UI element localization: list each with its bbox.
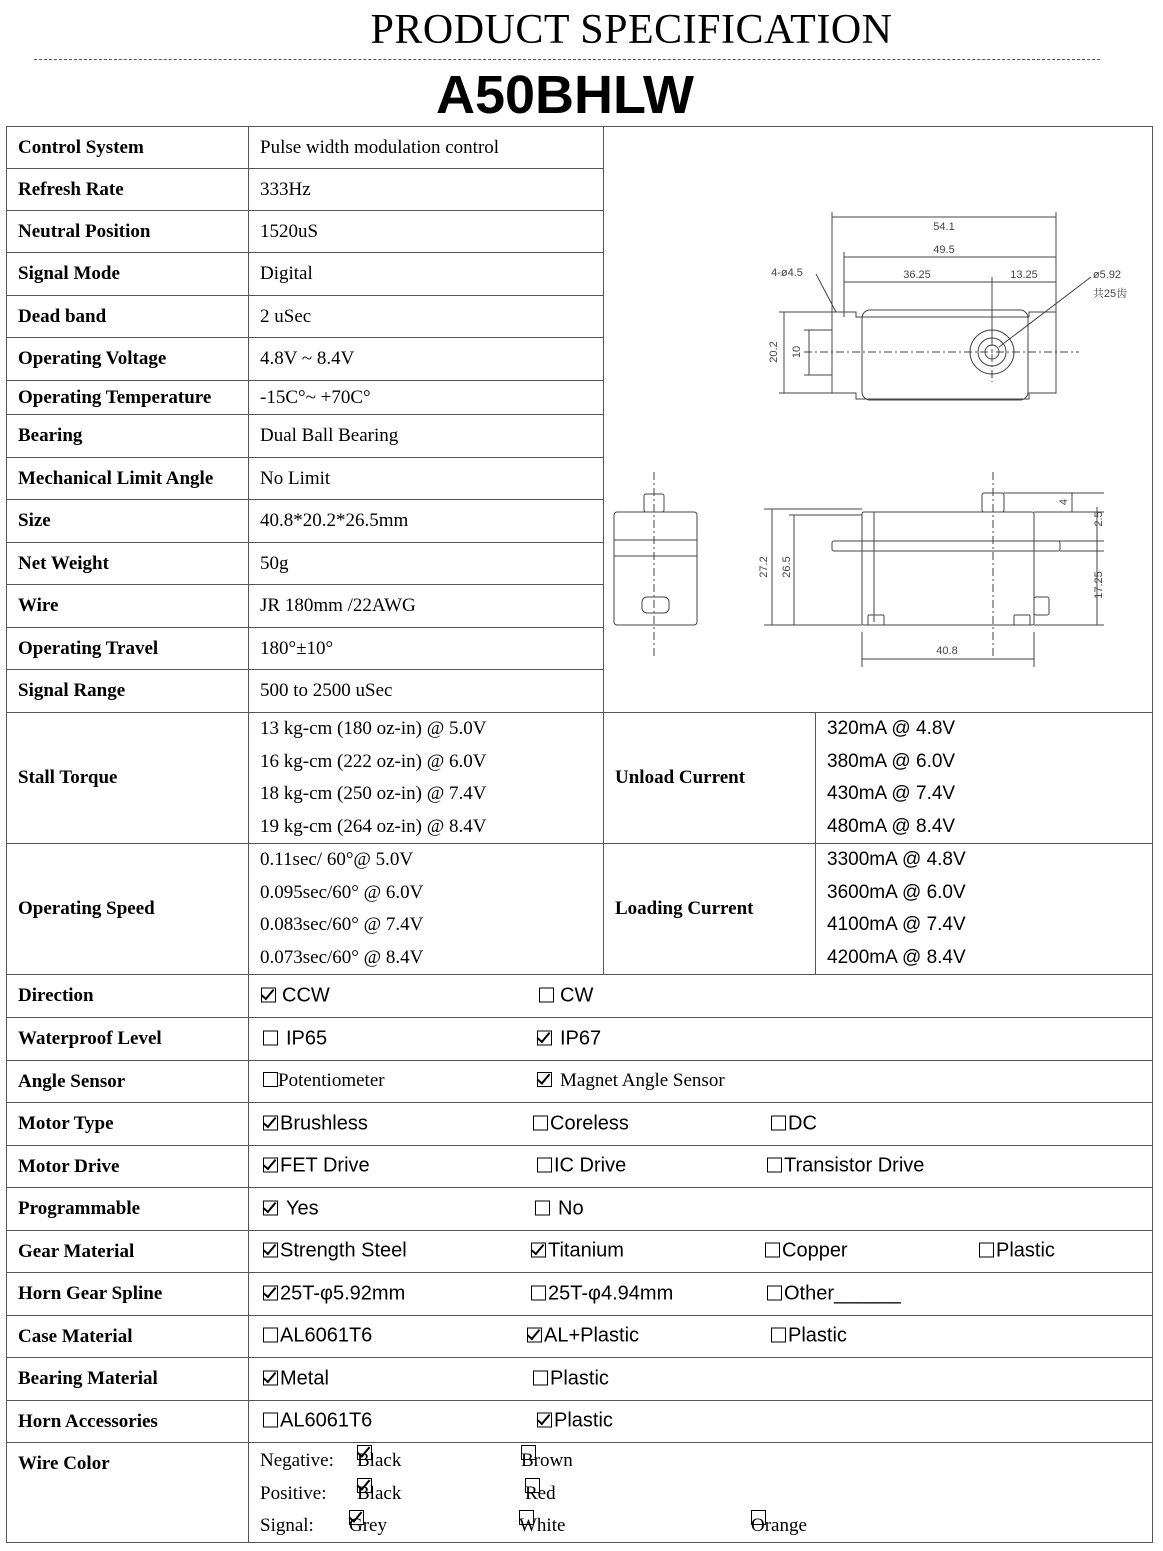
option-row <box>7 1400 1153 1443</box>
checkbox[interactable] <box>263 1200 278 1215</box>
option-choices <box>249 1230 1153 1273</box>
spec-value: JR 180mm /22AWG <box>249 585 604 628</box>
option-row <box>7 1060 1153 1103</box>
option-text: Plastic <box>788 1324 847 1347</box>
checkbox[interactable] <box>767 1285 782 1300</box>
spec-label: Control System <box>7 127 249 169</box>
current-value: 380mA @ 6.0V <box>827 750 956 772</box>
spec-label: Net Weight <box>7 543 249 585</box>
operating-speed-current-values <box>816 844 1153 975</box>
stall-torque-value: 18 kg-cm (250 oz-in) @ 7.4V <box>260 783 487 804</box>
option-choices <box>249 1400 1153 1443</box>
option-choices <box>249 1103 1153 1146</box>
spec-value: Dual Ball Bearing <box>249 415 604 458</box>
option-row <box>7 1145 1153 1188</box>
current-value: 3600mA @ 6.0V <box>827 881 966 903</box>
drawing-shape <box>1014 615 1030 625</box>
spec-label: Signal Mode <box>7 253 249 296</box>
option-text: Potentiometer <box>278 1070 385 1092</box>
current-value: 4200mA @ 8.4V <box>827 946 966 968</box>
operating-speed-label: Operating Speed <box>7 844 249 975</box>
stall-torque-row <box>7 713 1153 844</box>
dimension-label: 4 <box>1058 498 1070 506</box>
option-choice <box>771 1325 847 1348</box>
option-choice <box>263 1282 405 1305</box>
spec-value: 4.8V ~ 8.4V <box>249 338 604 381</box>
dimension-label: 40.8 <box>936 645 958 657</box>
option-row <box>7 1103 1153 1146</box>
option-text: Metal <box>280 1367 329 1390</box>
option-choice <box>537 1155 626 1178</box>
option-label: Gear Material <box>7 1230 249 1273</box>
spec-label: Refresh Rate <box>7 169 249 211</box>
checkbox[interactable] <box>979 1243 994 1258</box>
current-value: 4100mA @ 7.4V <box>827 914 966 935</box>
current-value: 3300mA @ 4.8V <box>827 849 966 870</box>
operating-speed-value: 0.11sec/ 60°@ 5.0V <box>260 849 414 870</box>
dimension-label: 2.5 <box>1093 511 1105 527</box>
option-choice <box>537 1410 613 1433</box>
checkbox[interactable] <box>531 1285 546 1300</box>
option-text: AL6061T6 <box>280 1409 373 1432</box>
option-label: Horn Accessories <box>7 1400 249 1443</box>
checkbox[interactable] <box>263 1158 278 1173</box>
option-label: Motor Type <box>7 1103 249 1146</box>
dimension-label: 54.1 <box>933 221 955 233</box>
checkbox[interactable] <box>263 1030 278 1045</box>
wire-color-choices <box>249 1443 1153 1543</box>
option-choice <box>527 1325 639 1348</box>
option-choice <box>263 1240 407 1263</box>
checkbox[interactable] <box>771 1328 786 1343</box>
option-choice <box>263 1197 319 1220</box>
wire-color-row <box>7 1443 1153 1543</box>
option-choice <box>537 1027 601 1050</box>
checkbox[interactable] <box>539 988 554 1003</box>
option-text: Plastic <box>550 1367 609 1390</box>
spec-row <box>7 127 1153 169</box>
option-text: Titanium <box>548 1239 624 1262</box>
stall-torque-current-values <box>816 713 1153 844</box>
spec-value: 500 to 2500 uSec <box>249 670 604 713</box>
option-choice <box>263 1325 372 1348</box>
option-label: Waterproof Level <box>7 1018 249 1061</box>
spec-value: 2 uSec <box>249 296 604 338</box>
stall-torque-values <box>249 713 604 844</box>
top-view-outline <box>832 312 1056 399</box>
operating-speed-row <box>7 844 1153 975</box>
option-text: DC <box>788 1112 817 1135</box>
option-text: CCW <box>282 984 330 1007</box>
option-choice <box>767 1282 901 1305</box>
spec-label: Wire <box>7 585 249 628</box>
checkbox[interactable] <box>527 1328 542 1343</box>
option-label: Case Material <box>7 1315 249 1358</box>
option-choice <box>263 1112 368 1135</box>
checkbox[interactable] <box>263 1413 278 1428</box>
option-row <box>7 1358 1153 1401</box>
option-choices <box>249 1358 1153 1401</box>
option-text: Strength Steel <box>280 1239 407 1262</box>
option-text: AL6061T6 <box>280 1324 373 1347</box>
servo-drawing <box>604 127 1153 713</box>
option-text: Black <box>357 1450 402 1471</box>
option-text: FET Drive <box>280 1154 370 1177</box>
option-label: Motor Drive <box>7 1145 249 1188</box>
option-text: Transistor Drive <box>784 1154 925 1177</box>
option-text: Plastic <box>554 1409 613 1432</box>
option-choices <box>249 1273 1153 1316</box>
stall-torque-current-label: Unload Current <box>604 713 816 844</box>
option-label: Direction <box>7 975 249 1018</box>
option-label: Angle Sensor <box>7 1060 249 1103</box>
model-number: A50BHLW <box>436 65 695 125</box>
current-value: 430mA @ 7.4V <box>827 783 956 804</box>
operating-speed-current-label: Loading Current <box>604 844 816 975</box>
wire-color-line <box>249 1510 1152 1542</box>
option-choices <box>249 1018 1153 1061</box>
option-text: No <box>558 1197 584 1220</box>
dimension-label: 27.2 <box>758 556 770 578</box>
stall-torque-value: 16 kg-cm (222 oz-in) @ 6.0V <box>260 750 487 772</box>
option-choice <box>767 1155 924 1178</box>
option-row <box>7 1315 1153 1358</box>
operating-speed-value: 0.095sec/60° @ 6.0V <box>260 881 424 903</box>
spec-label: Size <box>7 500 249 543</box>
option-text: IP67 <box>560 1027 602 1050</box>
operating-speed-value: 0.073sec/60° @ 8.4V <box>260 946 424 968</box>
spec-label: Bearing <box>7 415 249 458</box>
spec-label: Neutral Position <box>7 211 249 253</box>
checkbox[interactable] <box>767 1158 782 1173</box>
stall-torque-value: 19 kg-cm (264 oz-in) @ 8.4V <box>260 815 487 837</box>
checkbox[interactable] <box>537 1030 552 1045</box>
option-text: IC Drive <box>554 1154 627 1177</box>
drawing-shape <box>862 310 1028 400</box>
option-row <box>7 1018 1153 1061</box>
option-choice <box>261 985 330 1008</box>
checkbox[interactable] <box>263 1115 278 1130</box>
spec-value: 1520uS <box>249 211 604 253</box>
option-choices <box>249 1188 1153 1231</box>
option-text: Yes <box>286 1197 319 1220</box>
stall-torque-label: Stall Torque <box>7 713 249 844</box>
stall-torque-value: 13 kg-cm (180 oz-in) @ 5.0V <box>260 718 487 739</box>
drawing-shape <box>642 597 669 613</box>
drawing-line <box>816 274 836 312</box>
wire-name: Positive: <box>260 1482 327 1504</box>
dimension-label: 20.2 <box>768 341 780 363</box>
option-text: CW <box>560 984 594 1007</box>
option-choice <box>263 1410 372 1433</box>
option-choices <box>249 1145 1153 1188</box>
checkbox[interactable] <box>771 1115 786 1130</box>
spec-value: Pulse width modulation control <box>249 127 604 169</box>
checkbox[interactable] <box>263 1328 278 1343</box>
option-choice <box>531 1240 624 1263</box>
spec-label: Dead band <box>7 296 249 338</box>
option-text: Brushless <box>280 1112 368 1135</box>
checkbox[interactable] <box>263 1370 278 1385</box>
page-title: PRODUCT SPECIFICATION <box>370 7 893 53</box>
wire-color-line <box>249 1445 1152 1477</box>
option-text: IP65 <box>286 1027 328 1050</box>
operating-speed-values <box>249 844 604 975</box>
option-choice <box>263 1027 327 1050</box>
option-text: Copper <box>782 1239 848 1262</box>
checkbox[interactable] <box>261 988 276 1003</box>
option-text: AL+Plastic <box>544 1324 640 1347</box>
option-text: Brown <box>521 1450 573 1471</box>
checkbox[interactable] <box>263 1243 278 1258</box>
checkbox[interactable] <box>263 1285 278 1300</box>
option-row <box>7 1230 1153 1273</box>
dimension-label: 共25齿 <box>1092 288 1128 300</box>
operating-speed-value: 0.083sec/60° @ 7.4V <box>260 914 424 935</box>
spec-value: No Limit <box>249 458 604 500</box>
dimension-label: 17.25 <box>1093 571 1105 599</box>
spec-value: 333Hz <box>249 169 604 211</box>
checkbox[interactable] <box>533 1115 548 1130</box>
drawing-shape <box>832 541 1060 551</box>
wire-color-label: Wire Color <box>7 1443 249 1543</box>
option-text: Red <box>525 1482 556 1504</box>
option-text: 25T-φ5.92mm <box>280 1282 406 1305</box>
option-text: Plastic <box>996 1239 1055 1262</box>
option-text: Grey <box>349 1515 387 1536</box>
checkbox[interactable] <box>765 1243 780 1258</box>
drawing-shape <box>868 615 884 625</box>
option-row <box>7 1188 1153 1231</box>
option-text: Other______ <box>784 1282 901 1305</box>
option-choice <box>533 1367 609 1390</box>
option-text: Black <box>357 1482 402 1504</box>
spec-label: Operating Voltage <box>7 338 249 381</box>
checkbox[interactable] <box>531 1243 546 1258</box>
option-text: Magnet Angle Sensor <box>560 1070 725 1092</box>
option-choice <box>765 1240 848 1263</box>
spec-value: -15C°~ +70C° <box>249 381 604 415</box>
option-row <box>7 1273 1153 1316</box>
current-value: 480mA @ 8.4V <box>827 815 956 837</box>
checkbox[interactable] <box>535 1200 550 1215</box>
option-choice <box>535 1197 584 1220</box>
dimension-label: 26.5 <box>781 556 793 578</box>
option-choice <box>533 1112 629 1135</box>
checkbox[interactable] <box>537 1413 552 1428</box>
current-value: 320mA @ 4.8V <box>827 718 956 739</box>
spec-value: Digital <box>249 253 604 296</box>
title-divider <box>34 59 1100 60</box>
option-text: 25T-φ4.94mm <box>548 1282 674 1305</box>
option-choice <box>531 1282 673 1305</box>
drawing-shape <box>862 512 1034 625</box>
dimension-label: 13.25 <box>1010 269 1038 281</box>
dimension-label: 36.25 <box>903 269 931 281</box>
option-text: Orange <box>751 1515 807 1536</box>
wire-name: Signal: <box>260 1515 314 1536</box>
spec-value: 50g <box>249 543 604 585</box>
drawing-shape <box>1034 597 1049 615</box>
option-choice <box>263 1155 370 1178</box>
spec-label: Signal Range <box>7 670 249 713</box>
option-label: Horn Gear Spline <box>7 1273 249 1316</box>
option-choice <box>537 1070 725 1092</box>
checkbox[interactable] <box>263 1072 278 1087</box>
option-label: Bearing Material <box>7 1358 249 1401</box>
option-text: Coreless <box>550 1112 629 1135</box>
spec-label: Operating Temperature <box>7 381 249 415</box>
drawing-line <box>999 277 1091 347</box>
drawing-shape <box>614 512 697 625</box>
spec-table <box>6 126 1153 1543</box>
option-choice <box>539 985 593 1008</box>
spec-label: Operating Travel <box>7 628 249 670</box>
checkbox[interactable] <box>537 1158 552 1173</box>
option-choice <box>979 1240 1055 1263</box>
option-text: White <box>519 1515 566 1536</box>
spec-value: 180°±10° <box>249 628 604 670</box>
option-label: Programmable <box>7 1188 249 1231</box>
option-choice <box>263 1367 329 1390</box>
option-choices <box>249 1060 1153 1103</box>
option-row <box>7 975 1153 1018</box>
spec-value: 40.8*20.2*26.5mm <box>249 500 604 543</box>
servo-technical-drawing <box>604 127 1152 710</box>
spec-label: Mechanical Limit Angle <box>7 458 249 500</box>
option-choices <box>249 1315 1153 1358</box>
dimension-label: ø5.92 <box>1092 269 1122 281</box>
checkbox[interactable] <box>533 1370 548 1385</box>
checkbox[interactable] <box>537 1072 552 1087</box>
wire-name: Negative: <box>260 1450 334 1471</box>
dimension-label: 49.5 <box>933 244 955 256</box>
wire-color-line <box>249 1478 1152 1510</box>
dimension-label: 10 <box>791 345 803 359</box>
option-choice <box>771 1112 817 1135</box>
option-choices <box>249 975 1153 1018</box>
option-choice <box>263 1070 385 1092</box>
dimension-label: 4-ø4.5 <box>771 267 803 279</box>
